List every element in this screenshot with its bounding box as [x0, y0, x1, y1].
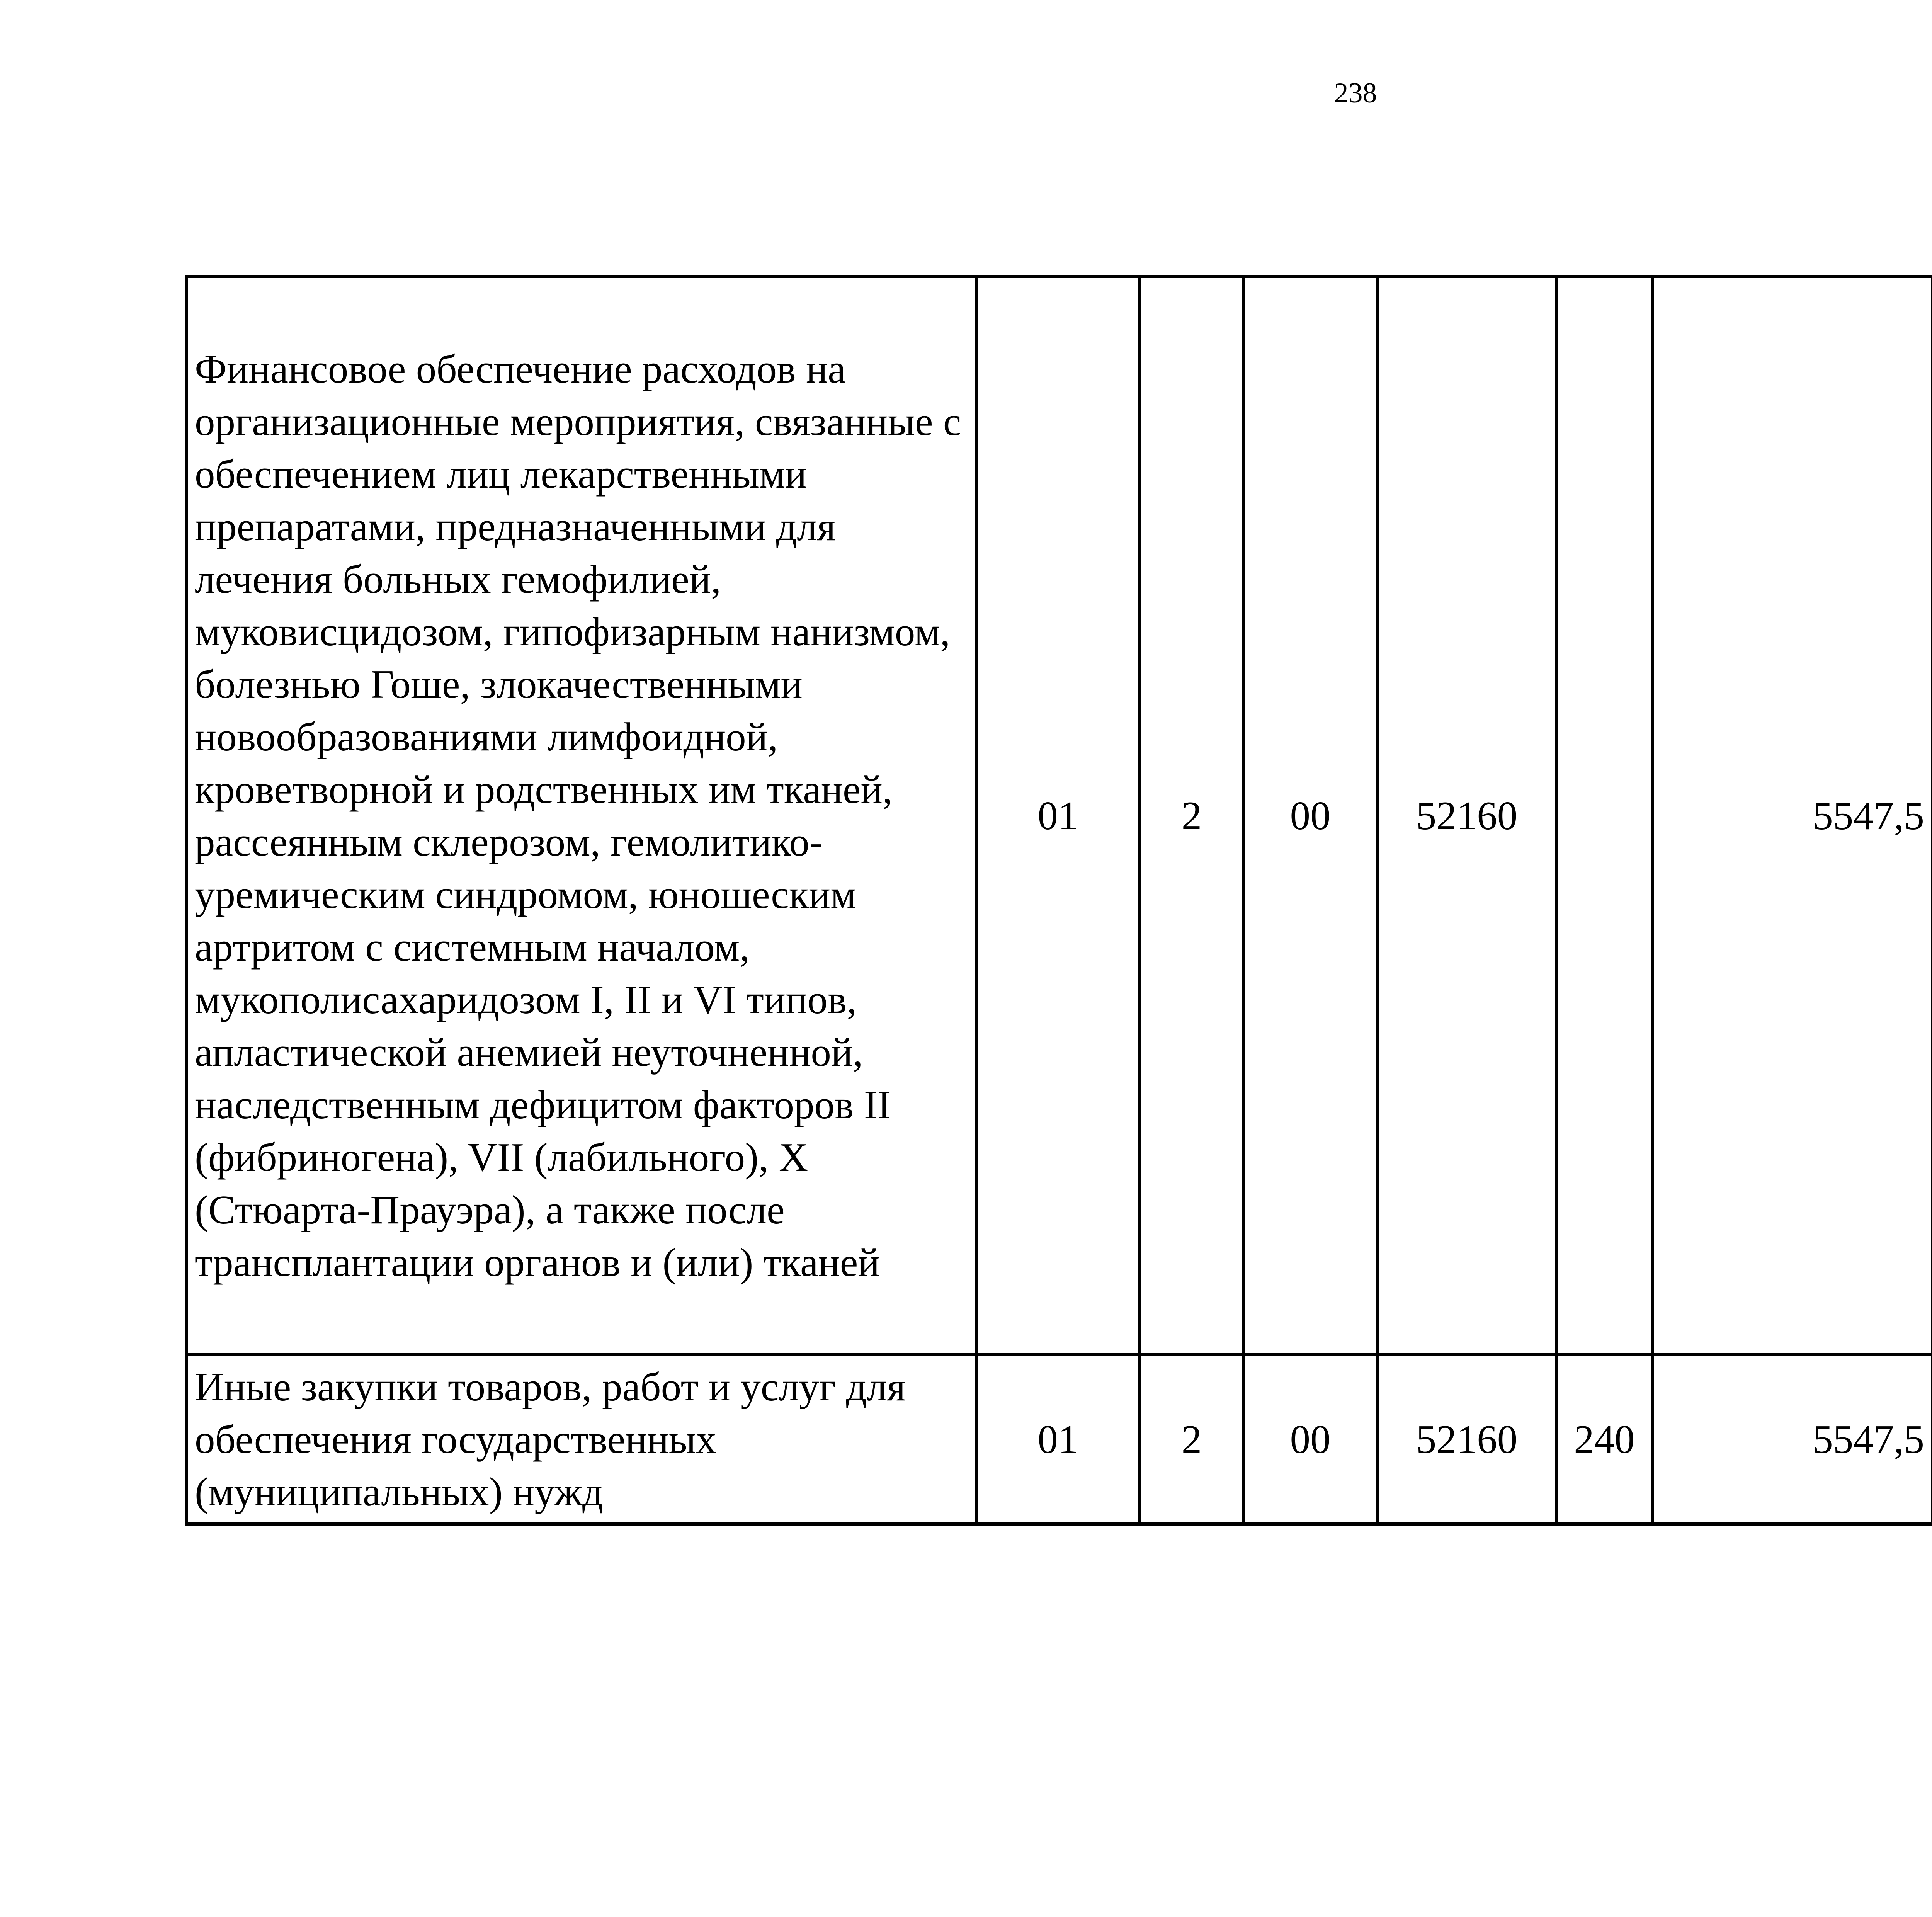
table-row	[186, 1355, 1932, 1524]
expense-type-cell	[1556, 277, 1652, 1355]
program-code-cell: 01	[976, 1355, 1140, 1524]
subprogram-code-cell: 2	[1140, 277, 1243, 1355]
page-number: 238	[1334, 77, 1377, 109]
subprogram-code-cell: 2	[1140, 1355, 1243, 1524]
program-code-cell: 01	[976, 277, 1140, 1355]
amount-cell: 5547,5	[1652, 277, 1932, 1355]
expense-code-cell: 52160	[1377, 277, 1556, 1355]
direction-code-cell: 00	[1243, 277, 1377, 1355]
budget-table	[185, 275, 1932, 1526]
row-description: Финансовое обеспечение расходов на организационные мероприятия, связанные с обеспечением лиц лекарственными препаратами, предназначенными для лечения больных гемофилией, муковисцидозом, гипофизарным нанизмом, болезнью Гоше, злокачественными новообразованиями лимфоидной, кроветворной и родственных им тканей, рассеянным склерозом, гемолитико-уремическим синдромом, юношеским артритом с системным началом, мукополисахаридозом I, II и VI типов, апластической анемией неуточненной, наследственным дефицитом факторов II (фибриногена), VII (лабильного), X (Стюарта-Прауэра), а также после трансплантации органов и (или) тканей	[186, 277, 976, 1355]
amount-cell: 5547,5	[1652, 1355, 1932, 1524]
row-description: Иные закупки товаров, работ и услуг для обеспечения государственных (муниципальных) нужд	[186, 1355, 976, 1524]
direction-code-cell: 00	[1243, 1355, 1377, 1524]
table-row	[186, 277, 1932, 1355]
expense-code-cell: 52160	[1377, 1355, 1556, 1524]
expense-type-cell: 240	[1556, 1355, 1652, 1524]
